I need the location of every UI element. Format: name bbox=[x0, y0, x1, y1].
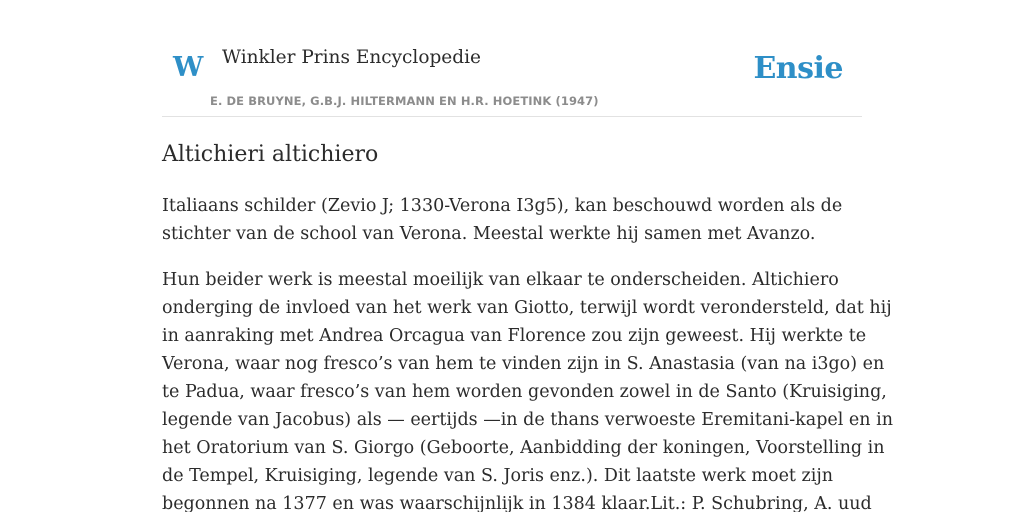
paragraph-line: onderging de invloed van het werk van Giotto, terwijl wordt verondersteld, dat hij bbox=[162, 298, 892, 318]
header bbox=[162, 0, 862, 117]
paragraph-line: legende van Jacobus) als — eertijds —in de thans verwoeste Eremitani-kapel en in bbox=[162, 410, 893, 430]
article-title: Altichieri altichiero bbox=[162, 142, 379, 167]
ensie-logo[interactable]: Ensie bbox=[753, 51, 843, 86]
paragraph-line: het Oratorium van S. Giorgo (Geboorte, Aanbidding der koningen, Voorstelling in bbox=[162, 438, 885, 458]
paragraph-line: Italiaans schilder (Zevio J; 1330-Verona I3g5), kan beschouwd worden als de bbox=[162, 196, 843, 216]
book-authors: E. DE BRUYNE, G.B.J. HILTERMANN EN H.R. HOETINK (1947) bbox=[210, 94, 599, 108]
paragraph-line: stichter van de school van Verona. Meestal werkte hij samen met Avanzo. bbox=[162, 224, 816, 244]
encyclopedia-logo[interactable]: W bbox=[173, 52, 204, 83]
page bbox=[162, 0, 893, 512]
paragraph-line: te Padua, waar fresco’s van hem worden gevonden zowel in de Santo (Kruisiging, bbox=[162, 382, 887, 402]
paragraph-line: Hun beider werk is meestal moeilijk van elkaar te onderscheiden. Altichiero bbox=[162, 270, 839, 290]
paragraph-line: begonnen na 1377 en was waarschijnlijk in 1384 klaar.Lit.: P. Schubring, A. uud bbox=[162, 494, 872, 512]
paragraph-line: in aanraking met Andrea Orcagua van Florence zou zijn geweest. Hij werkte te bbox=[162, 326, 867, 346]
book-title[interactable]: Winkler Prins Encyclopedie bbox=[222, 47, 481, 68]
paragraph-line: de Tempel, Kruisiging, legende van S. Joris enz.). Dit laatste werk moet zijn bbox=[162, 466, 834, 486]
article-paragraph bbox=[162, 266, 893, 512]
article-paragraph bbox=[162, 192, 862, 248]
paragraph-line: Verona, waar nog fresco’s van hem te vinden zijn in S. Anastasia (van na i3go) en bbox=[162, 354, 885, 374]
